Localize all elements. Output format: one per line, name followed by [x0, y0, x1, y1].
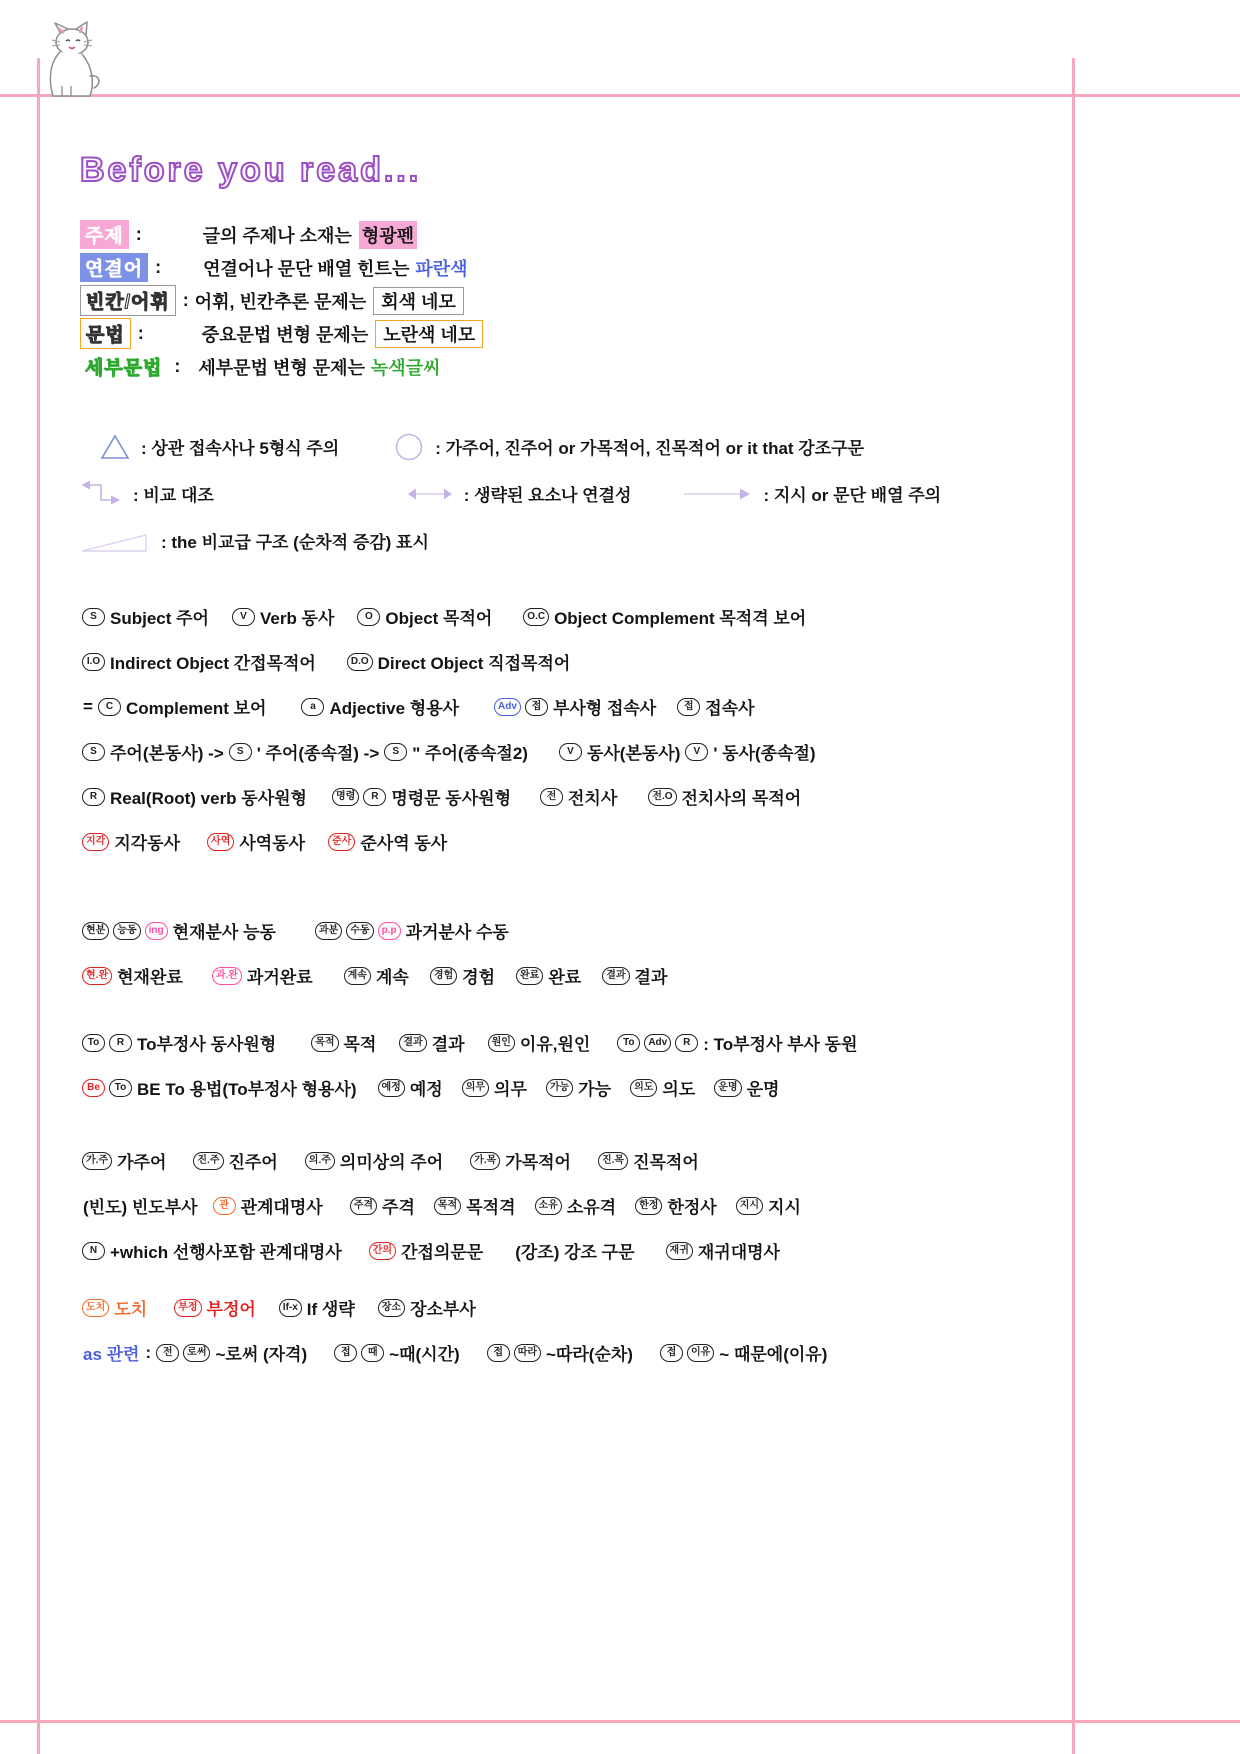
- text: Subject 주어: [110, 609, 209, 628]
- legend-row: [80, 1020, 1070, 1065]
- text: Object 목적어: [385, 609, 493, 628]
- legend-row: [80, 517, 1070, 564]
- legend-row: [80, 594, 1070, 639]
- legend-row: [80, 774, 1070, 819]
- circled-badge: C: [98, 698, 121, 716]
- triangle-icon: [100, 433, 130, 461]
- text: : 생략된 요소나 연결성: [463, 486, 632, 505]
- legend-row: [80, 729, 1070, 774]
- circled-badge: 장소: [378, 1299, 405, 1317]
- circled-badge: To: [617, 1034, 640, 1052]
- legend-row: [80, 1285, 1070, 1330]
- circled-badge: ing: [145, 922, 168, 940]
- circled-badge: 로써: [183, 1344, 210, 1362]
- circled-badge: 소유: [535, 1197, 562, 1215]
- circled-badge: 사역: [207, 833, 234, 851]
- text: Indirect Object 간접목적어: [110, 654, 316, 673]
- circled-badge: 진.주: [193, 1152, 223, 1170]
- circled-badge: 가.목: [470, 1152, 500, 1170]
- text: 목적: [343, 1035, 377, 1054]
- circled-badge: D.O: [347, 653, 373, 671]
- circled-badge: 의도: [630, 1079, 657, 1097]
- legend-section: [80, 1020, 1070, 1110]
- text: 도치: [114, 1300, 148, 1319]
- text: 운명: [746, 1080, 780, 1099]
- circled-badge: Adv: [644, 1034, 671, 1052]
- legend-row: [80, 819, 1070, 864]
- frame-right-line: [1072, 58, 1075, 1754]
- text: +which 선행사포함 관계대명사: [110, 1243, 342, 1262]
- text: 재귀대명사: [697, 1243, 780, 1262]
- text: To부정사 동사원형: [137, 1035, 277, 1054]
- text: 연결어나 문단 배열 힌트는: [203, 258, 410, 279]
- text: 장소부사: [410, 1300, 476, 1319]
- text: 주어(본동사) ->: [110, 744, 224, 763]
- text: 이유,원인: [519, 1035, 591, 1054]
- text: 녹색글씨: [370, 357, 441, 378]
- legend-row: [80, 251, 1070, 284]
- legend-section: [80, 1138, 1070, 1273]
- legend-section: [80, 594, 1070, 864]
- legend-row: [80, 684, 1070, 729]
- circled-badge: 접: [660, 1344, 683, 1362]
- text: =: [83, 696, 93, 716]
- legend-row: [80, 218, 1070, 251]
- circled-badge: 때: [361, 1344, 384, 1362]
- text: as 관련: [83, 1345, 140, 1364]
- legend-header: 연결어: [80, 253, 148, 282]
- circled-badge: 과.완: [212, 967, 242, 985]
- text: 중요문법 변형 문제는: [201, 324, 369, 345]
- grammar-legend-block: [80, 594, 1070, 1375]
- circled-badge: 명령: [332, 788, 359, 806]
- text: 간접의문문: [401, 1243, 484, 1262]
- text: : 상관 접속사나 5형식 주의: [141, 439, 340, 458]
- legend-row: [80, 1228, 1070, 1273]
- circled-badge: 지각: [82, 833, 109, 851]
- circled-badge: 원인: [488, 1034, 515, 1052]
- text: 현재완료: [117, 968, 183, 987]
- text: 지각동사: [114, 834, 181, 853]
- frame-bottom-line: [0, 1720, 1240, 1723]
- circled-badge: Be: [82, 1079, 105, 1097]
- circled-badge: 전: [156, 1344, 179, 1362]
- circled-badge: 접: [334, 1344, 357, 1362]
- highlight-label: 형광펜: [359, 221, 417, 249]
- legend-header: 문법: [80, 318, 131, 349]
- legend-row: [80, 1330, 1070, 1375]
- circled-badge: R: [363, 788, 386, 806]
- text: 의미상의 주어: [339, 1153, 444, 1172]
- text: : 비교 대조: [133, 486, 214, 505]
- circled-badge: 지시: [736, 1197, 763, 1215]
- legend-row: [80, 639, 1070, 684]
- circled-badge: 과분: [315, 922, 342, 940]
- legend-section: [80, 908, 1070, 998]
- text: " 주어(종속절2): [412, 744, 528, 763]
- long-arrow-icon: [682, 484, 752, 504]
- circled-badge: 부정: [174, 1299, 201, 1317]
- text: 가능: [578, 1080, 612, 1099]
- legend-section: [80, 1285, 1070, 1375]
- circled-badge: 의무: [462, 1079, 489, 1097]
- circled-badge: R: [82, 788, 105, 806]
- text: : the 비교급 구조 (순차적 증감) 표시: [161, 533, 429, 552]
- circled-badge: 접: [677, 698, 700, 716]
- text: 관계대명사: [240, 1198, 323, 1217]
- circled-badge: 주격: [350, 1197, 377, 1215]
- circled-badge: S: [82, 608, 105, 626]
- text: ~따라(순차): [546, 1345, 633, 1364]
- text: 가주어: [117, 1153, 167, 1172]
- text: :: [174, 356, 181, 376]
- text: 경험: [462, 968, 495, 987]
- text: 동사(본동사): [586, 744, 681, 763]
- legend-header: 세부문법: [85, 358, 163, 379]
- text: 진목적어: [633, 1153, 699, 1172]
- circled-badge: 운명: [714, 1079, 741, 1097]
- circled-badge: 접: [525, 698, 548, 716]
- legend-row: [80, 470, 1070, 517]
- legend-row: [80, 1138, 1070, 1183]
- wedge-icon: [80, 527, 150, 555]
- double-arrow-icon: [407, 484, 453, 504]
- legend-row: [80, 1183, 1070, 1228]
- text: 글의 주제나 소재는: [202, 225, 352, 246]
- circled-badge: S: [82, 743, 105, 761]
- text: 진주어: [228, 1153, 278, 1172]
- text: Direct Object 직접목적어: [377, 654, 571, 673]
- circled-badge: 수동: [346, 922, 373, 940]
- text: BE To 용법(To부정사 형용사): [137, 1080, 357, 1099]
- circled-badge: 준사: [328, 833, 355, 851]
- circled-badge: 도치: [82, 1299, 109, 1317]
- circled-badge: O.C: [523, 608, 549, 626]
- text: 명령문 동사원형: [391, 789, 511, 808]
- circled-badge: N: [82, 1242, 105, 1260]
- legend-row: [80, 908, 1070, 953]
- legend-row: [80, 953, 1070, 998]
- text: 어휘, 빈칸추론 문제는: [194, 291, 367, 312]
- legend-header: 주제: [80, 220, 129, 249]
- circled-badge: S: [384, 743, 407, 761]
- circled-badge: Adv: [494, 698, 521, 716]
- cat-doodle-icon: [38, 20, 112, 100]
- text: 한정사: [667, 1198, 717, 1217]
- boxed-label: 회색 네모: [373, 287, 464, 315]
- circled-badge: 재귀: [666, 1242, 693, 1260]
- circled-badge: 경험: [430, 967, 457, 985]
- text: 예정: [409, 1080, 443, 1099]
- circled-badge: V: [232, 608, 255, 626]
- circled-badge: 전: [540, 788, 563, 806]
- circled-badge: R: [675, 1034, 698, 1052]
- text: Verb 동사: [259, 609, 335, 628]
- text: (강조) 강조 구문: [515, 1243, 635, 1262]
- text: :: [137, 323, 144, 343]
- text: : 가주어, 진주어 or 가목적어, 진목적어 or it that 강조구문: [435, 439, 864, 458]
- content: [80, 148, 1070, 1375]
- circled-badge: V: [685, 743, 708, 761]
- text: 주격: [382, 1198, 415, 1217]
- circled-badge: 진.목: [598, 1152, 628, 1170]
- text: 결과: [431, 1035, 465, 1054]
- text: 부사형 접속사: [552, 699, 657, 718]
- text: 완료: [548, 968, 582, 987]
- text: :: [145, 1342, 152, 1362]
- circled-badge: 가.주: [82, 1152, 112, 1170]
- circled-badge: 능동: [113, 922, 140, 940]
- circled-badge: S: [229, 743, 252, 761]
- circled-badge: p.p: [378, 922, 401, 940]
- circled-badge: I.O: [82, 653, 105, 671]
- text: Complement 보어: [125, 699, 267, 718]
- circled-badge: R: [109, 1034, 132, 1052]
- text: ~때(시간): [389, 1345, 460, 1364]
- circled-badge: a: [301, 698, 324, 716]
- text: 결과: [634, 968, 668, 987]
- legend-row: [80, 317, 1070, 350]
- frame-left-line: [37, 58, 40, 1754]
- text: 의무: [494, 1080, 527, 1099]
- circled-badge: 목적: [311, 1034, 338, 1052]
- boxed-label: 노란색 네모: [375, 320, 483, 348]
- text: 현재분사 능동: [172, 923, 276, 942]
- circled-badge: 결과: [399, 1034, 426, 1052]
- text: Real(Root) verb 동사원형: [110, 789, 307, 808]
- circled-badge: 따라: [514, 1344, 541, 1362]
- legend-row: [80, 350, 1070, 383]
- circled-badge: To: [82, 1034, 105, 1052]
- text: : 지시 or 문단 배열 주의: [763, 486, 942, 505]
- text: 파란색: [415, 258, 468, 279]
- text: 접속사: [705, 699, 755, 718]
- circled-badge: 접: [487, 1344, 510, 1362]
- text: (빈도) 빈도부사: [83, 1198, 198, 1217]
- text: 가목적어: [505, 1153, 571, 1172]
- text: Object Complement 목적격 보어: [554, 609, 807, 628]
- text: 과거분사 수동: [405, 923, 509, 942]
- text: 전치사: [568, 789, 618, 808]
- text: 목적격: [466, 1198, 516, 1217]
- text: ' 주어(종속절) ->: [256, 744, 380, 763]
- text: 세부문법 변형 문제는: [198, 357, 365, 378]
- circled-badge: 현분: [82, 922, 109, 940]
- circled-badge: 간의: [369, 1242, 396, 1260]
- circled-badge: 의.주: [305, 1152, 335, 1170]
- circled-badge: V: [559, 743, 582, 761]
- text: 준사역 동사: [360, 834, 448, 853]
- circled-badge: O: [357, 608, 380, 626]
- text: ~ 때문에(이유): [719, 1345, 828, 1364]
- circled-badge: 계속: [344, 967, 371, 985]
- circled-badge: If-x: [279, 1299, 302, 1317]
- text: 전치사의 목적어: [681, 789, 802, 808]
- circled-badge: 전.O: [648, 788, 676, 806]
- page-title: Before you read...: [80, 151, 422, 189]
- circled-badge: 한정: [635, 1197, 662, 1215]
- text: :: [155, 257, 162, 277]
- circled-badge: 완료: [516, 967, 543, 985]
- legend-header: 빈칸/어휘: [80, 285, 176, 316]
- text: 사역동사: [239, 834, 306, 853]
- text: :: [135, 224, 142, 244]
- text: : To부정사 부사 동원: [703, 1035, 858, 1054]
- circle-icon: [394, 432, 424, 462]
- circled-badge: 현.완: [82, 967, 112, 985]
- legend-row: [80, 423, 1070, 470]
- text: If 생략: [306, 1300, 355, 1319]
- text: 계속: [375, 968, 409, 987]
- text: 과거완료: [246, 968, 313, 987]
- circled-badge: 관: [213, 1197, 236, 1215]
- legend-row: [80, 1065, 1070, 1110]
- text: 지시: [768, 1198, 801, 1217]
- circled-badge: 예정: [378, 1079, 405, 1097]
- text: 의도: [662, 1080, 696, 1099]
- legend-row: [80, 284, 1070, 317]
- zigzag-arrow-icon: [80, 478, 122, 510]
- circled-badge: 가능: [546, 1079, 573, 1097]
- circled-badge: 이유: [687, 1344, 714, 1362]
- circled-badge: 목적: [434, 1197, 461, 1215]
- text: 부정어: [206, 1300, 256, 1319]
- circled-badge: 결과: [602, 967, 629, 985]
- symbol-legend-block: [80, 423, 1070, 564]
- text: ~로써 (자격): [215, 1345, 308, 1364]
- text: :: [182, 290, 189, 310]
- text: Adjective 형용사: [329, 699, 460, 718]
- frame-top-line: [0, 94, 1240, 97]
- circled-badge: To: [109, 1079, 132, 1097]
- text: 소유격: [566, 1198, 617, 1217]
- text: ' 동사(종속절): [713, 744, 816, 763]
- color-legend-block: [80, 218, 1070, 383]
